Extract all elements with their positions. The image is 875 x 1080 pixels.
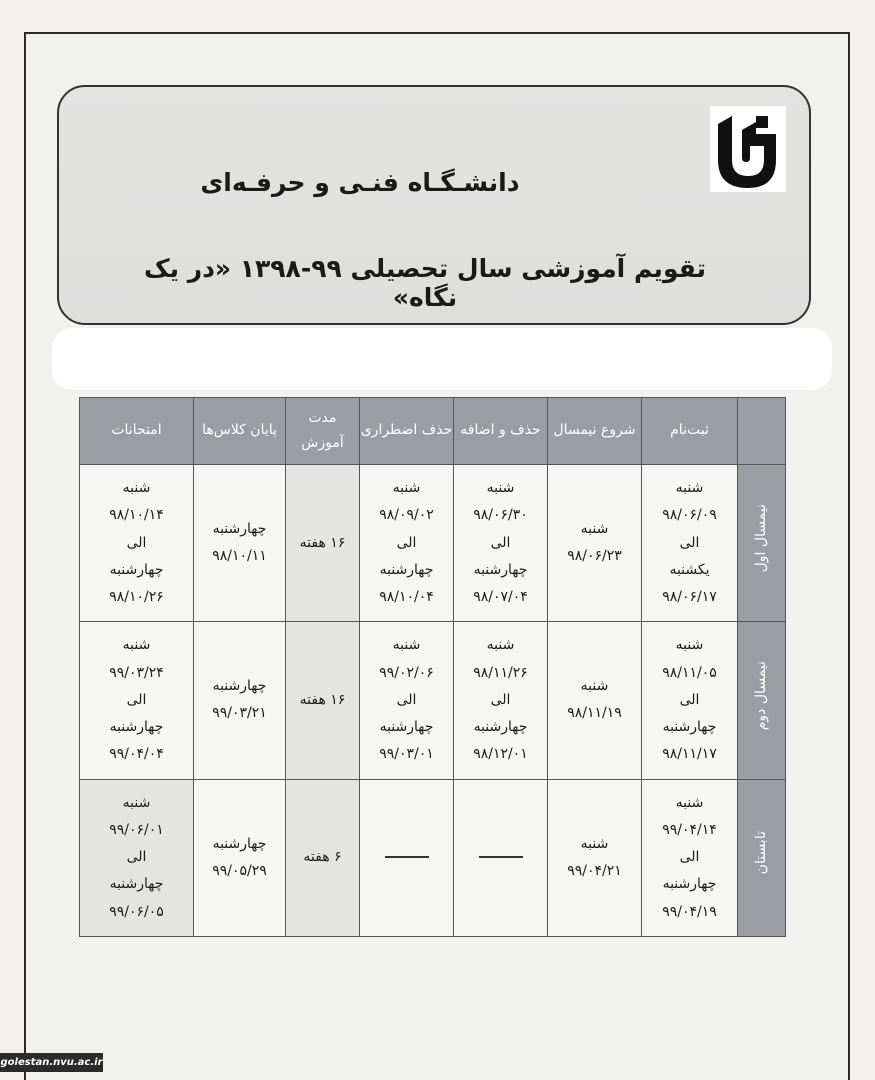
cell-text: ۹۸/۰۷/۰۴	[473, 589, 528, 606]
cell-text: چهارشنبه	[109, 876, 164, 893]
cell-text: الی	[126, 534, 147, 551]
cell-text: ۱۶ هفته	[299, 534, 346, 551]
duration-cell	[286, 779, 360, 936]
cell-text: شنبه	[122, 637, 151, 654]
exams-cell	[80, 465, 194, 622]
term-label: نیمسال اول	[752, 503, 769, 573]
university-name: دانشـگـاه فنـی و حرفـه‌ای	[200, 168, 520, 197]
cell-text: الی	[396, 534, 417, 551]
registration-cell	[642, 622, 738, 779]
col-header-emergency-drop: حذف اضطراری	[360, 398, 454, 465]
cell-text: ۹۹/۰۴/۲۱	[567, 862, 622, 879]
term-label-cell	[738, 465, 786, 622]
cell-text: ۹۸/۱۱/۲۶	[473, 664, 528, 681]
cell-text: چهارشنبه	[662, 719, 717, 736]
site-watermark: golestan.nvu.ac.ir	[0, 1053, 103, 1072]
cell-text: ۹۸/۰۹/۰۲	[379, 507, 434, 524]
table-row	[80, 779, 786, 936]
cell-text: شنبه	[122, 794, 151, 811]
cell-text: چهارشنبه	[109, 719, 164, 736]
cell-text: الی	[490, 534, 511, 551]
cell-text: چهارشنبه	[212, 678, 267, 695]
term-label: نیمسال دوم	[752, 660, 769, 730]
cell-text: ۶ هفته	[303, 849, 342, 866]
semester-start-cell	[548, 779, 642, 936]
classes-end-cell	[194, 465, 286, 622]
exams-cell	[80, 622, 194, 779]
cell-text: ۹۸/۱۲/۰۱	[473, 746, 528, 763]
cell-text: چهارشنبه	[379, 719, 434, 736]
cell-text: ۹۸/۱۱/۱۹	[567, 705, 622, 722]
cell-text: چهارشنبه	[473, 719, 528, 736]
cell-text: ۹۹/۰۳/۲۱	[212, 705, 267, 722]
tvu-logo-icon	[710, 106, 786, 192]
cell-text: ۹۹/۰۶/۰۱	[109, 821, 164, 838]
cell-text: ۹۹/۰۲/۰۶	[379, 664, 434, 681]
cell-text: چهارشنبه	[379, 561, 434, 578]
cell-text: الی	[396, 691, 417, 708]
header-corner	[738, 398, 786, 465]
cell-text: ۹۹/۰۶/۰۵	[109, 903, 164, 920]
col-header-add-drop: حذف و اضافه	[454, 398, 548, 465]
cell-text: ۹۹/۰۴/۱۹	[662, 903, 717, 920]
cell-text: چهارشنبه	[212, 520, 267, 537]
cell-text: یکشنبه	[669, 561, 710, 578]
col-header-duration: مدت آموزش	[286, 398, 360, 465]
col-header-exams: امتحانات	[80, 398, 194, 465]
cell-text: شنبه	[392, 637, 421, 654]
cell-text: شنبه	[122, 479, 151, 496]
cell-text: ۹۸/۱۰/۱۱	[212, 548, 267, 565]
cell-text: الی	[679, 691, 700, 708]
cell-text: شنبه	[675, 637, 704, 654]
emergency-drop-cell	[360, 622, 454, 779]
cell-text: ۹۸/۰۶/۱۷	[662, 589, 717, 606]
empty-dash	[385, 856, 429, 858]
blank-strip	[52, 328, 832, 390]
university-logo	[710, 106, 786, 192]
col-header-semester-start: شروع نیمسال	[548, 398, 642, 465]
cell-text: شنبه	[675, 794, 704, 811]
term-label-cell	[738, 622, 786, 779]
cell-text: چهارشنبه	[662, 876, 717, 893]
academic-calendar-table	[79, 397, 786, 937]
cell-text: شنبه	[486, 637, 515, 654]
table-header-row	[80, 398, 786, 465]
cell-text: شنبه	[580, 520, 609, 537]
cell-text: ۹۹/۰۳/۲۴	[109, 664, 164, 681]
cell-text: الی	[490, 691, 511, 708]
cell-text: شنبه	[392, 479, 421, 496]
add-drop-cell	[454, 622, 548, 779]
duration-cell	[286, 622, 360, 779]
cell-text: شنبه	[580, 835, 609, 852]
registration-cell	[642, 465, 738, 622]
cell-text: ۹۸/۱۱/۱۷	[662, 746, 717, 763]
col-header-registration: ثبت‌نام	[642, 398, 738, 465]
term-label: تابستان	[752, 831, 769, 875]
col-header-classes-end: پایان کلاس‌ها	[194, 398, 286, 465]
table-row	[80, 622, 786, 779]
add-drop-cell	[454, 465, 548, 622]
term-label-cell	[738, 779, 786, 936]
cell-text: ۹۸/۱۱/۰۵	[662, 664, 717, 681]
cell-text: شنبه	[580, 678, 609, 695]
add-drop-cell	[454, 779, 548, 936]
table-row	[80, 465, 786, 622]
cell-text: ۹۸/۰۶/۳۰	[473, 507, 528, 524]
calendar-title: تقویم آموزشی سال تحصیلی ۹۹-۱۳۹۸ «در یک نگاه»	[144, 254, 706, 312]
empty-dash	[479, 856, 523, 858]
cell-text: چهارشنبه	[473, 561, 528, 578]
cell-text: الی	[679, 849, 700, 866]
cell-text: ۹۹/۰۴/۰۴	[109, 746, 164, 763]
semester-start-cell	[548, 622, 642, 779]
exams-cell	[80, 779, 194, 936]
cell-text: چهارشنبه	[212, 835, 267, 852]
cell-text: شنبه	[486, 479, 515, 496]
cell-text: ۱۶ هفته	[299, 691, 346, 708]
emergency-drop-cell	[360, 779, 454, 936]
classes-end-cell	[194, 779, 286, 936]
cell-text: ۹۸/۰۶/۰۹	[662, 507, 717, 524]
semester-start-cell	[548, 465, 642, 622]
cell-text: چهارشنبه	[109, 561, 164, 578]
cell-text: ۹۸/۱۰/۲۶	[109, 589, 164, 606]
duration-cell	[286, 465, 360, 622]
classes-end-cell	[194, 622, 286, 779]
cell-text: ۹۹/۰۵/۲۹	[212, 862, 267, 879]
cell-text: ۹۹/۰۳/۰۱	[379, 746, 434, 763]
cell-text: الی	[126, 691, 147, 708]
registration-cell	[642, 779, 738, 936]
cell-text: الی	[126, 849, 147, 866]
cell-text: ۹۸/۱۰/۰۴	[379, 589, 434, 606]
cell-text: ۹۸/۱۰/۱۴	[109, 507, 164, 524]
cell-text: الی	[679, 534, 700, 551]
emergency-drop-cell	[360, 465, 454, 622]
cell-text: ۹۸/۰۶/۲۳	[567, 548, 622, 565]
cell-text: شنبه	[675, 479, 704, 496]
cell-text: ۹۹/۰۴/۱۴	[662, 821, 717, 838]
